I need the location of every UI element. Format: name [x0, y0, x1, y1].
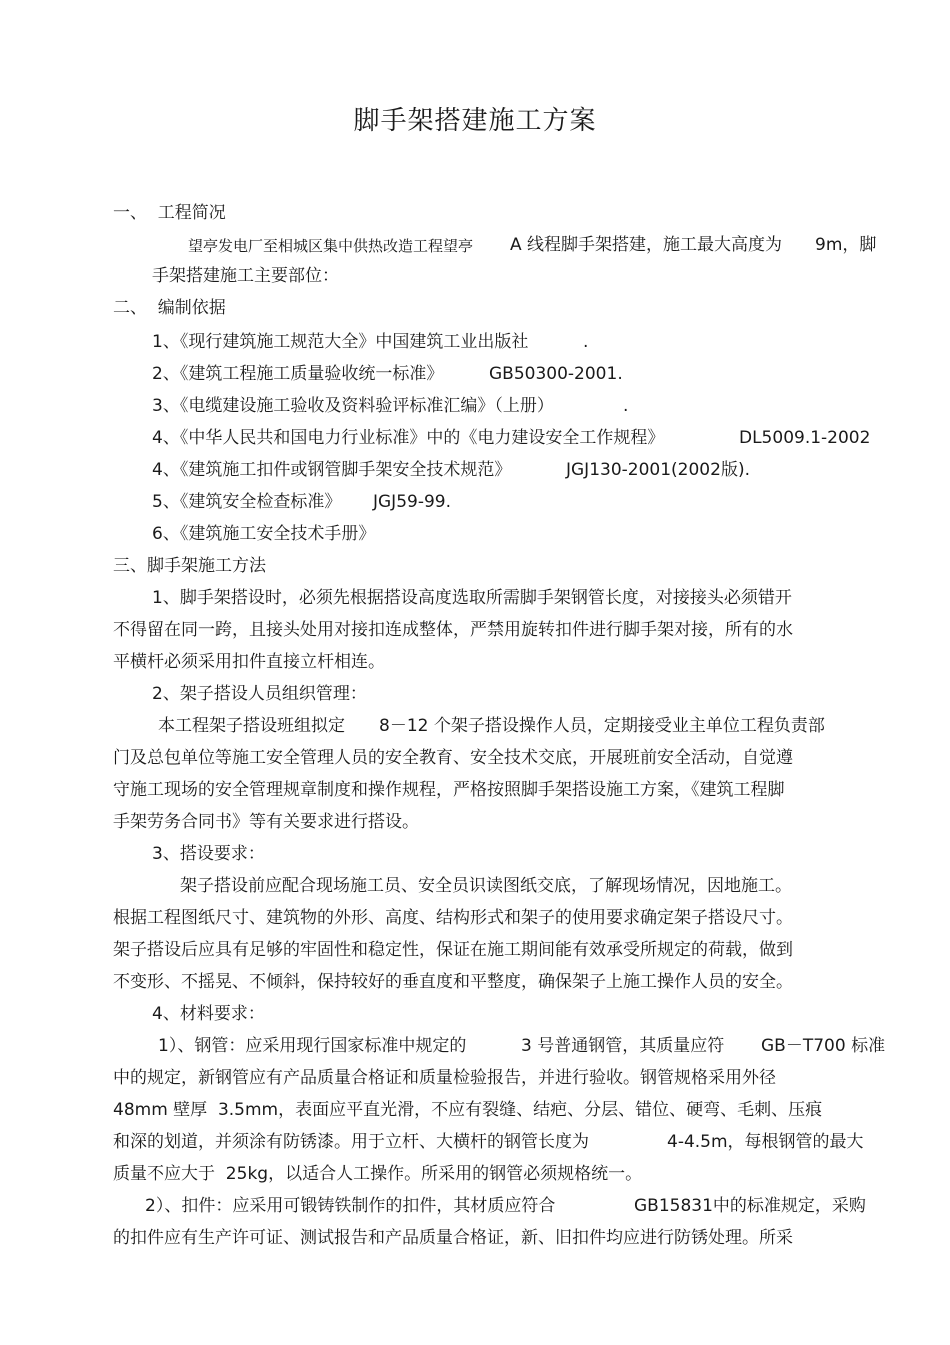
text-line: 架子搭设前应配合现场施工员、安全员识读图纸交底，了解现场情况，因地施工。 — [180, 876, 792, 896]
reference-item: 4、《中华人民共和国电力行业标准》中的《电力建设安全工作规程》 — [152, 428, 665, 448]
text-line: 3 号普通钢管，其质量应符 — [521, 1036, 725, 1056]
text-line: 手架劳务合同书》等有关要求进行搭设。 — [113, 812, 419, 832]
text-line: DL5009.1-2002 — [739, 428, 871, 448]
reference-item: 5、《建筑安全检查标准》 — [152, 492, 342, 512]
text-line: 平横杆必须采用扣件直接立杆相连。 — [113, 652, 385, 672]
reference-item: 1、《现行建筑施工规范大全》中国建筑工业出版社 — [152, 332, 529, 352]
section-heading: 一、 工程简况 — [113, 203, 226, 223]
reference-item: 3、《电缆建设施工验收及资料验评标准汇编》（上册） — [152, 396, 554, 416]
text-line: A 线程脚手架搭建，施工最大高度为 — [510, 235, 783, 255]
section-heading: 三、脚手架施工方法 — [113, 556, 266, 576]
text-line: 架子搭设后应具有足够的牢固性和稳定性，保证在施工期间能有效承受所规定的荷载，做到 — [113, 940, 793, 960]
text-line: 门及总包单位等施工安全管理人员的安全教育、安全技术交底，开展班前安全活动，自觉遵 — [113, 748, 793, 768]
text-line: 本工程架子搭设班组拟定 — [158, 716, 345, 736]
text-line: 1）、钢管：应采用现行国家标准中规定的 — [158, 1036, 467, 1056]
text-line: 8－12 个架子搭设操作人员，定期接受业主单位工程负责部 — [379, 716, 825, 736]
text-line: . — [623, 396, 629, 416]
text-line: 1、脚手架搭设时，必须先根据搭设高度选取所需脚手架钢管长度，对接接头必须错开 — [152, 588, 792, 608]
text-line: JGJ59-99. — [373, 492, 452, 512]
text-line: 9m，脚 — [815, 235, 877, 255]
reference-item: 4、《建筑施工扣件或钢管脚手架安全技术规范》 — [152, 460, 512, 480]
text-line: 质量不应大于 25kg，以适合人工操作。所采用的钢管必须规格统一。 — [113, 1164, 643, 1184]
text-line: 中的规定，新钢管应有产品质量合格证和质量检验报告，并进行验收。钢管规格采用外径 — [113, 1068, 776, 1088]
document-title: 脚手架搭建施工方案 — [353, 106, 597, 136]
text-line: . — [583, 332, 589, 352]
text-line: 不变形、不摇晃、不倾斜，保持较好的垂直度和平整度，确保架子上施工操作人员的安全。 — [113, 972, 793, 992]
text-line: JGJ130-2001(2002版). — [566, 460, 750, 480]
subsection-heading: 2、架子搭设人员组织管理： — [152, 684, 367, 704]
text-line: 望亭发电厂至相城区集中供热改造工程望亭 — [188, 237, 474, 255]
text-line: 和深的划道，并须涂有防锈漆。用于立杆、大横杆的钢管长度为 — [113, 1132, 589, 1152]
subsection-heading: 4、材料要求： — [152, 1004, 265, 1024]
text-line: 2）、扣件：应采用可锻铸铁制作的扣件，其材质应符合 — [145, 1196, 556, 1216]
reference-item: 6、《建筑施工安全技术手册》 — [152, 524, 376, 544]
text-line: 根据工程图纸尺寸、建筑物的外形、高度、结构形式和架子的使用要求确定架子搭设尺寸。 — [113, 908, 793, 928]
text-line: GB50300-2001. — [489, 364, 623, 384]
text-line: 手架搭建施工主要部位： — [152, 266, 339, 286]
reference-item: 2、《建筑工程施工质量验收统一标准》 — [152, 364, 444, 384]
text-line: 的扣件应有生产许可证、测试报告和产品质量合格证，新、旧扣件均应进行防锈处理。所采 — [113, 1228, 793, 1248]
text-line: 守施工现场的安全管理规章制度和操作规程，严格按照脚手架搭设施工方案，《建筑工程脚 — [113, 780, 785, 800]
subsection-heading: 3、搭设要求： — [152, 844, 265, 864]
text-line: GB－T700 标准 — [761, 1036, 886, 1056]
text-line: 48mm 壁厚 3.5mm，表面应平直光滑，不应有裂缝、结疤、分层、错位、硬弯、毛刺、压痕 — [113, 1100, 823, 1120]
text-line: GB15831中的标准规定，采购 — [634, 1196, 866, 1216]
text-line: 4-4.5m，每根钢管的最大 — [667, 1132, 864, 1152]
section-heading: 二、 编制依据 — [113, 298, 226, 318]
text-line: 不得留在同一跨，且接头处用对接扣连成整体，严禁用旋转扣件进行脚手架对接，所有的水 — [113, 620, 793, 640]
